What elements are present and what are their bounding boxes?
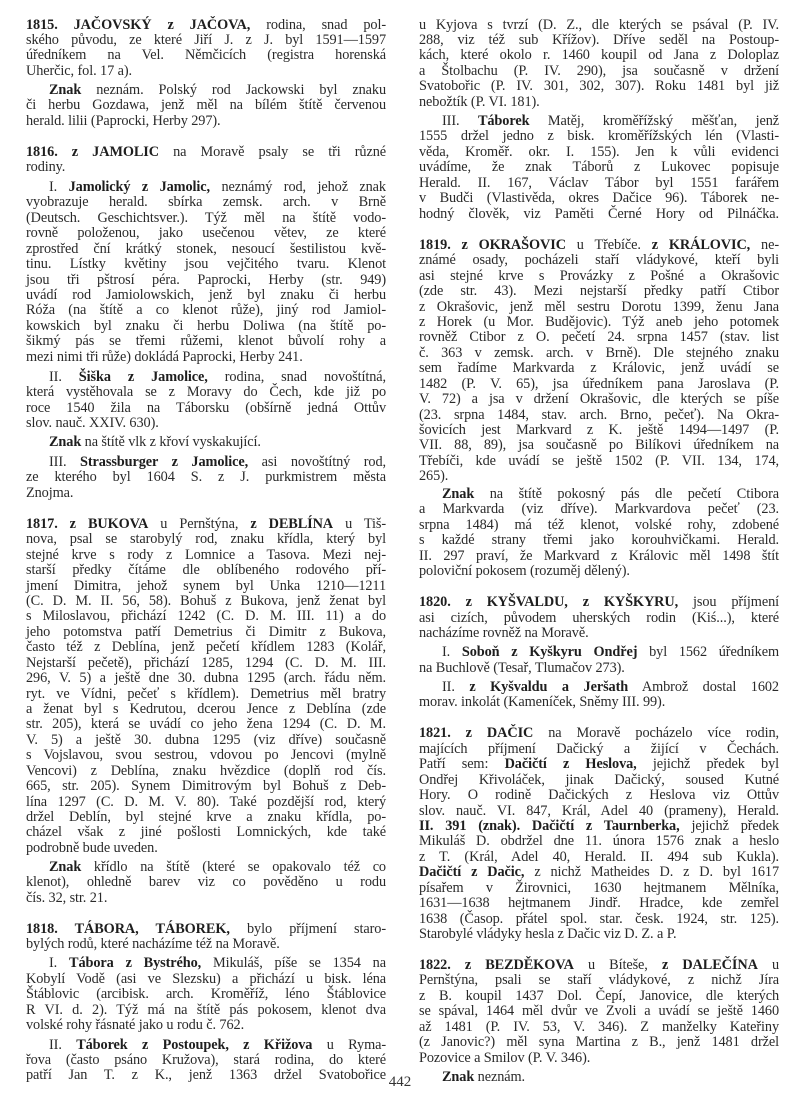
text-line xyxy=(419,661,779,676)
body-text: (zde str. 43). Mezi nejstarší předky patří Ctibor xyxy=(419,283,779,299)
bold-heading-text: Znak xyxy=(49,82,82,98)
text-line xyxy=(26,1018,386,1033)
bold-heading-text: Šiška z Jamolice, xyxy=(78,369,208,385)
body-text: Kobylí Vodě (asi ve Slezsku) a přichází u bisk. léna xyxy=(26,971,386,987)
body-text: čís. 32, str. 21. xyxy=(26,890,108,906)
body-text: neznámý rod, jehož znak xyxy=(210,179,386,195)
text-line xyxy=(26,98,386,113)
body-text: patří Jan T. z K., jenž 1363 držel Svatobořice xyxy=(26,1067,386,1083)
text-line xyxy=(26,486,386,501)
text-line xyxy=(419,850,779,865)
text-line xyxy=(49,435,386,450)
body-text: u Ryma- xyxy=(312,1037,386,1053)
text-line xyxy=(419,160,779,175)
body-text: kowskich byl znaku či herbu Doliwa (na štítě po- xyxy=(26,318,386,334)
text-line xyxy=(419,48,779,63)
text-line xyxy=(419,191,779,206)
body-text: asi cizích, původem uherských rodin (Kiś...), které xyxy=(419,610,779,626)
text-line xyxy=(26,825,386,840)
body-text: Svatobořic (P. IV. 301, 302, 307). Roku 1481 byl již xyxy=(419,78,779,94)
body-text: až 1481 (P. IV. 53, V. 346). Z manželky Kateřiny xyxy=(419,1019,779,1035)
text-line xyxy=(26,1003,386,1018)
text-line xyxy=(419,18,779,33)
text-line xyxy=(419,1020,779,1035)
text-line xyxy=(419,773,779,788)
text-line xyxy=(26,764,386,779)
body-text: Třebíči, kde uvádí se ještě 1502 (P. VII. 134, 174, xyxy=(419,453,779,469)
body-text: u Pernštýna, xyxy=(148,516,251,532)
body-text: II. 297 praví, že Markvard z Královic měl 1498 štít xyxy=(419,548,779,564)
text-line xyxy=(419,315,779,330)
text-line xyxy=(419,346,779,361)
body-text: Patří sem: xyxy=(419,756,505,772)
text-line xyxy=(26,160,386,175)
body-text: šovicích jest Markvard z K. ještě 1494—1497 (P. xyxy=(419,422,779,438)
text-line xyxy=(419,408,779,423)
text-line xyxy=(26,702,386,717)
body-text: šikmý pás se třemi růžemi, klenot bůvolí rohy a xyxy=(26,333,386,349)
body-text: podrobně bude uveden. xyxy=(26,840,158,856)
text-line xyxy=(419,564,779,579)
body-text: zprostřed ční krátký stonek, nesoucí šestilistou kvě- xyxy=(26,241,386,257)
text-line xyxy=(26,563,386,578)
text-line xyxy=(26,779,386,794)
text-line xyxy=(26,891,386,906)
body-text: u Třebíče. xyxy=(565,237,652,253)
body-text: morav. inkolát (Kameníček, Sněmy III. 99). xyxy=(419,694,666,710)
bold-heading-text: z KRÁLOVIC, xyxy=(651,237,751,253)
text-line xyxy=(26,226,386,241)
bold-heading-text: Strassburger z Jamolice, xyxy=(80,454,249,470)
text-line xyxy=(26,717,386,732)
text-line xyxy=(419,1035,779,1050)
text-line xyxy=(419,361,779,376)
body-text: sem řadíme Markvarda z Královic, jenž uvádí se xyxy=(419,360,779,376)
text-line xyxy=(419,253,779,268)
body-text: 296, V. 5) a ještě dne 30. dubna 1295 (arch. řádu něm. xyxy=(26,670,386,686)
text-line xyxy=(26,795,386,810)
text-line xyxy=(26,385,386,400)
body-text: mezi nimi tři růže) dokládá Paprocki, Herby 241. xyxy=(26,349,303,365)
text-line xyxy=(26,195,386,210)
body-text: jejichž předek byl xyxy=(636,756,779,772)
body-text: Uherčic, fol. 17 a). xyxy=(26,63,132,79)
body-text: Ambrož dostal 1602 xyxy=(628,679,779,695)
bold-heading-text: z DALEČÍNA xyxy=(661,957,758,973)
text-line xyxy=(419,742,779,757)
text-line xyxy=(26,625,386,640)
body-text: na štítě pokosný pás dle pečetí Ctibora xyxy=(474,486,779,502)
text-line xyxy=(49,956,386,971)
body-text: či herbu Gozdawa, jenž měl na bílém štítě červenou xyxy=(26,97,386,113)
text-line xyxy=(419,626,779,641)
text-line xyxy=(26,18,386,33)
text-line xyxy=(419,377,779,392)
body-text: lína 1297 (C. D. M. V. 80). Také pozdější rod, který xyxy=(26,794,386,810)
text-line xyxy=(419,95,779,110)
text-line xyxy=(26,416,386,431)
bold-heading-text: 1816. z JAMOLIC xyxy=(26,144,159,160)
text-line xyxy=(26,987,386,1002)
text-line xyxy=(419,865,779,880)
bold-heading-text: 1815. JAČOVSKÝ z JAČOVA, xyxy=(26,17,251,33)
text-line xyxy=(26,640,386,655)
body-text: Róža (na štítě a co klenot růže), jiný rod Jamiol- xyxy=(26,302,386,318)
bold-heading-text: z Kyšvaldu a Jeršath xyxy=(469,679,629,695)
body-text: rodina, snad pol- xyxy=(250,17,386,33)
text-line xyxy=(49,455,386,470)
text-line xyxy=(26,810,386,825)
body-text: u Bíteše, xyxy=(573,957,662,973)
text-line xyxy=(419,927,779,942)
bold-heading-text: 1822. z BEZDĚKOVA xyxy=(419,957,574,973)
text-line xyxy=(442,114,779,129)
body-text: 1482 (P. V. 65), jsa úředníkem pana Jaroslava (P. xyxy=(419,376,779,392)
body-text: jsou tři pštrosí péra. Paprocki, Herby (str. 949) xyxy=(26,272,386,288)
text-line xyxy=(49,370,386,385)
body-text: ze kterého byl 1604 S. z J. purkmistrem města xyxy=(26,469,386,485)
body-text: a ženat byl s Kedrutou, dcerou Jence z Deblína (zde xyxy=(26,701,386,717)
body-text: II. xyxy=(49,369,79,385)
page-number: 442 xyxy=(388,1074,412,1090)
body-text: Starobylé vládyky hesla z Dačic viz D. Z. a P. xyxy=(419,926,677,942)
bold-heading-text: Táborek xyxy=(477,113,530,129)
body-text: 1638 (Časop. přátel spol. star. česk. 1924, str. 125). xyxy=(419,911,779,927)
body-text: s Miloslavou, přichází 1242 (C. D. M. III. 11) a do xyxy=(26,608,386,624)
body-text: řova (často psáno Kružova), stará rodina, do které xyxy=(26,1052,386,1068)
body-text: známé osady, pocházeli staří vládykové, kteří byli xyxy=(419,252,779,268)
text-line xyxy=(419,284,779,299)
body-text: č. 363 v zemsk. arch. v Brně). Dle stejného znaku xyxy=(419,345,779,361)
body-text: Mikuláš D. obdržel dne 11. února 1576 znak a heslo xyxy=(419,833,779,849)
body-text: srpna 1484) má též klenot, volské rohy, zdobené xyxy=(419,517,779,533)
body-text: uvádí rod Jamiolowskich, jenž byl znaku či herbu xyxy=(26,287,386,303)
body-text: často též z Deblína, jenž pečetí křídlem 1283 (Kolář, xyxy=(26,639,386,655)
text-line xyxy=(419,1004,779,1019)
text-line xyxy=(419,300,779,315)
body-text: na Moravě psaly se tři různé xyxy=(159,144,386,160)
text-line xyxy=(419,989,779,1004)
text-line xyxy=(26,470,386,485)
body-text: cházel však z jiné pošlosti Lomnických, kde také xyxy=(26,824,386,840)
text-line xyxy=(419,834,779,849)
bold-heading-text: 1819. z OKRAŠOVIC xyxy=(419,237,566,253)
body-text: ského původu, ze které Jiří J. z J. byl 1591—1597 xyxy=(26,32,386,48)
body-text: (z Janovic?) měl syna Martina z B., jenž 1481 držel xyxy=(419,1034,779,1050)
text-line xyxy=(419,595,779,610)
text-line xyxy=(26,64,386,79)
body-text: roce 1540 žila na Táborsku (obšírně jedná Ottův xyxy=(26,400,386,416)
body-text: z Horek (u Mor. Budějovic). Týž aneb jeho potomek xyxy=(419,314,779,330)
body-text: I. xyxy=(49,179,69,195)
text-line xyxy=(26,33,386,48)
bold-heading-text: 1821. z DAČIC xyxy=(419,725,534,741)
bold-heading-text: Dačičtí z Dačic, xyxy=(419,864,525,880)
body-text: slov. nauč. XXIV. 630). xyxy=(26,415,159,431)
body-text: jmení Dimitra, jehož synem byl Unka 1210—1211 xyxy=(26,578,386,594)
text-line xyxy=(419,330,779,345)
body-text: nova, psal se starobylý rod, znaku křídla, který byl xyxy=(26,531,386,547)
body-text: nebožtík (P. VI. 181). xyxy=(419,94,540,110)
body-text: rovně položenou, jako usečenou větev, ze které xyxy=(26,225,386,241)
text-line xyxy=(26,579,386,594)
text-line xyxy=(419,518,779,533)
text-line xyxy=(419,788,779,803)
body-text: (Deutsch. Geschichtsver.). Týž měl na štítě vodo- xyxy=(26,210,386,226)
text-line xyxy=(26,748,386,763)
text-line xyxy=(26,48,386,63)
text-line xyxy=(442,487,779,502)
text-line xyxy=(26,875,386,890)
body-text: uvádíme, že znak Táborů z Lukovec popisuje xyxy=(419,159,779,175)
text-line xyxy=(419,958,779,973)
text-line xyxy=(26,145,386,160)
text-line xyxy=(419,819,779,834)
text-line xyxy=(26,532,386,547)
text-line xyxy=(26,656,386,671)
body-text: 1631—1638 hejtmanem Jindř. Hradce, kde zemřel xyxy=(419,895,779,911)
body-text: 288, viz též sub Křížov). Dříve seděl na Postoup- xyxy=(419,32,779,48)
body-text: poloviční pokosem (rozuměj dělený). xyxy=(419,563,630,579)
bold-heading-text: II. 391 (znak). xyxy=(419,818,532,834)
text-line xyxy=(49,860,386,875)
body-text: II. xyxy=(49,1037,77,1053)
bold-heading-text: Znak xyxy=(49,859,82,875)
text-line xyxy=(49,180,386,195)
text-line xyxy=(419,611,779,626)
text-line xyxy=(26,211,386,226)
body-text: ryt. ve Vídni, pečeť s křídlem). Demetrius měl bratry xyxy=(26,686,386,702)
text-line xyxy=(26,350,386,365)
body-text: Ondřej Křivoláček, jinak Dačický, soused Kutné xyxy=(419,772,779,788)
text-line xyxy=(26,257,386,272)
body-text: III. xyxy=(49,454,81,470)
text-line xyxy=(26,401,386,416)
body-text: V. 72) a jsa v držení Okrašovic, dle kterých se píše xyxy=(419,391,779,407)
text-line xyxy=(419,176,779,191)
text-line xyxy=(419,912,779,927)
body-text: kách, které okolo r. 1460 koupil od Jana z Doloplaz xyxy=(419,47,779,63)
text-line xyxy=(419,695,779,710)
bold-heading-text: Soboň z Kyškyru Ondřej xyxy=(461,644,638,660)
bold-heading-text: 1820. z KYŠVALDU, z KYŠKYRU, xyxy=(419,594,679,610)
body-text: 665, str. 205). Synem Dimitrovým byl Bohuš z Deb- xyxy=(26,778,386,794)
body-text: nacházíme rovněž na Moravě. xyxy=(419,625,589,641)
bold-heading-text: Táborek z Postoupek, z Křižova xyxy=(76,1037,313,1053)
bold-heading-text: Dačičtí z Taurnberka, xyxy=(531,818,680,834)
body-text: v Budči (Vlastivěda, okres Dačice 96). Táborek ne- xyxy=(419,190,779,206)
text-line xyxy=(26,733,386,748)
text-line xyxy=(419,129,779,144)
text-line xyxy=(419,469,779,484)
body-text: s každé strany třemi jako korouhvičkami. Herald. xyxy=(419,532,779,548)
body-text: a Štolbachu (P. IV. 290), jsa současně v držení xyxy=(419,63,779,79)
body-text: písařem v Žirovnici, 1630 hejtmanem Mělníka, xyxy=(419,880,779,896)
text-line xyxy=(419,973,779,988)
body-text: u Kyjova s tvrzí (D. Z., dle kterých se psával (P. IV. xyxy=(419,17,779,33)
body-text: neznám. xyxy=(474,1069,525,1085)
body-text: z nichž Matheides D. z D. byl 1617 xyxy=(524,864,779,880)
body-text: Znojma. xyxy=(26,485,74,501)
body-text: 265). xyxy=(419,468,449,484)
body-text: vyobrazuje herald. sbírka zemsk. arch. v Brně xyxy=(26,194,386,210)
text-line xyxy=(26,609,386,624)
text-line xyxy=(26,548,386,563)
body-text: Hory. O rodině Dačických z Heslova viz Ottův xyxy=(419,787,779,803)
body-text: slov. nauč. VI. 847, Král, Adel 40 (prameny), Herald. xyxy=(419,803,779,819)
body-text: rodina, snad novoštítná, xyxy=(207,369,386,385)
text-line xyxy=(419,549,779,564)
text-line xyxy=(26,1053,386,1068)
body-text: herald. lilii (Paprocki, Herby 297). xyxy=(26,113,221,129)
body-text: se spával, 1464 měl dvůr ve Zvoli a uvádí se ještě 1460 xyxy=(419,1003,779,1019)
text-line xyxy=(49,1038,386,1053)
body-text: 1555 držel jedno z bisk. kroměřížských lén (Vlasti- xyxy=(419,128,779,144)
body-text: tinu. Lístky květiny jsou vejčitého tvaru. Klenot xyxy=(26,256,386,272)
body-text: která vystěhovala se z Moravy do Čech, kde již po xyxy=(26,384,386,400)
text-line xyxy=(26,687,386,702)
text-line xyxy=(26,319,386,334)
text-line xyxy=(26,671,386,686)
body-text: bylo příjmení staro- xyxy=(229,921,386,937)
bold-heading-text: Dačičtí z Heslova, xyxy=(504,756,637,772)
body-text: asi novoštítný rod, xyxy=(248,454,386,470)
body-text: věda, Kroměř. okr. I. 155). Jen k vůli evidenci xyxy=(419,144,779,160)
body-text: I. xyxy=(49,955,70,971)
text-line xyxy=(49,83,386,98)
body-text: hodný člověk, viz Paměti Černé Hory od Pilnáčka. xyxy=(419,206,779,222)
body-text: a Markvarda (viz dříve). Markvardova pečeť (23. xyxy=(419,501,779,517)
text-line xyxy=(419,881,779,896)
text-line xyxy=(26,594,386,609)
body-text: majících příjmení Dačický a žijící v Čechách. xyxy=(419,741,779,757)
text-line xyxy=(419,79,779,94)
body-text: úředníkem na Vel. Němčicích (registra horenská xyxy=(26,47,386,63)
text-line xyxy=(26,334,386,349)
body-text: Herald. II. 167, Václav Tábor byl 1551 farářem xyxy=(419,175,779,191)
bold-heading-text: Znak xyxy=(442,486,475,502)
body-text: Matěj, kroměřížský měšťan, jenž xyxy=(529,113,779,129)
body-text: asi stejné krve s Provázky z Pošné a Okrašovic xyxy=(419,268,779,284)
body-text: ne- xyxy=(750,237,779,253)
body-text: (C. D. M. II. 56, 58). Bohuš z Bukova, jenž ženat byl xyxy=(26,593,386,609)
body-text: I. xyxy=(442,644,462,660)
text-line xyxy=(419,804,779,819)
text-line xyxy=(442,680,779,695)
body-text: volské rohy řásnaté jako u rodu č. 762. xyxy=(26,1017,245,1033)
body-text: neznám. Polský rod Jackowski byl znaku xyxy=(81,82,386,98)
text-line xyxy=(419,726,779,741)
body-text: stejné krve s rody z Lomnice a Tasova. Mezi nej- xyxy=(26,547,386,563)
text-line xyxy=(26,303,386,318)
text-line xyxy=(26,114,386,129)
text-line xyxy=(419,896,779,911)
body-text: u Tiš- xyxy=(333,516,386,532)
body-text: Pernštýna, psali se staří vládykové, z nichž Jíra xyxy=(419,972,779,988)
text-line xyxy=(26,972,386,987)
text-line xyxy=(26,922,386,937)
body-text: Vencovi) z Deblína, znaku hvězdice (doplň rod čís. xyxy=(26,763,386,779)
body-text: rovněž Ctibor z O. pečetí 24. srpna 1457 (stav. list xyxy=(419,329,779,345)
text-line xyxy=(419,438,779,453)
body-text: V. 5) a ještě 30. dubna 1295 (viz dříve) současně xyxy=(26,732,386,748)
bold-heading-text: Znak xyxy=(49,434,82,450)
body-text: na Buchlově (Tesař, Tlumačov 273). xyxy=(419,660,625,676)
text-line xyxy=(419,207,779,222)
body-text: byl 1562 úředníkem xyxy=(637,644,779,660)
body-text: Nejstarší pečetě), přichází 1285, 1294 (C. D. M. III. xyxy=(26,655,386,671)
body-text: starší předky čítáme dle oblíbeného rodového pří- xyxy=(26,562,386,578)
body-text: jejichž předek xyxy=(679,818,779,834)
body-text: str. 205), která se uvádí co jeho žena 1294 (C. D. M. xyxy=(26,716,386,732)
body-text: na štítě vlk z křoví vyskakující. xyxy=(81,434,261,450)
body-text: Mikuláš, píše se 1354 na xyxy=(201,955,386,971)
bold-heading-text: Jamolický z Jamolic, xyxy=(68,179,210,195)
text-line xyxy=(419,502,779,517)
text-line xyxy=(26,273,386,288)
text-line xyxy=(26,937,386,952)
text-line xyxy=(419,454,779,469)
text-line xyxy=(419,238,779,253)
text-line xyxy=(419,533,779,548)
body-text: II. xyxy=(442,679,470,695)
bold-heading-text: Tábora z Bystrého, xyxy=(69,955,202,971)
text-line xyxy=(442,645,779,660)
text-line xyxy=(26,288,386,303)
bold-heading-text: 1817. z BUKOVA xyxy=(26,516,149,532)
text-line xyxy=(419,757,779,772)
body-text: (23. srpna 1484, stav. arch. Brno, pečeť). Na Okra- xyxy=(419,407,779,423)
text-line xyxy=(419,392,779,407)
body-text: na Moravě pocházelo více rodin, xyxy=(533,725,779,741)
body-text: u xyxy=(757,957,779,973)
body-text: klenot), ohledně barev viz co pověděno u rodu xyxy=(26,874,386,890)
body-text: křídlo na štítě (které se opakovalo též co xyxy=(81,859,386,875)
body-text: rodiny. xyxy=(26,159,66,175)
body-text: z B. koupil 1437 Dol. Čepí, Janovice, dle kterých xyxy=(419,988,779,1004)
text-line xyxy=(26,517,386,532)
text-line xyxy=(26,841,386,856)
text-line xyxy=(419,145,779,160)
body-text: jsou příjmení xyxy=(678,594,779,610)
text-line xyxy=(419,33,779,48)
body-text: Štáblovic (arcibisk. arch. Kroměříž, léno Štáblovice xyxy=(26,986,386,1002)
text-line xyxy=(419,423,779,438)
body-text: VII. 88, 89), jsa současně po Bilíkovi úředníkem na xyxy=(419,437,779,453)
text-line xyxy=(26,242,386,257)
text-line xyxy=(419,269,779,284)
body-text: z Okrašovic, jenž měl sestru Dorotu 1399, ženu Jana xyxy=(419,299,779,315)
body-text: bylých rodů, které nacházíme též na Moravě. xyxy=(26,936,280,952)
body-text: R VI. d. 2). Týž má na štítě pás pokosem, klenot dva xyxy=(26,1002,386,1018)
body-text: držel Deblín, byl stejné krve a znaku křídla, po- xyxy=(26,809,386,825)
body-text: Pozovice a Smilov (P. V. 346). xyxy=(419,1050,591,1066)
body-text: jeho potomstva patří Demetrius či Dimitr z Bukova, xyxy=(26,624,386,640)
bold-heading-text: z DEBLÍNA xyxy=(250,516,334,532)
bold-heading-text: 1818. TÁBORA, TÁBOREK, xyxy=(26,921,230,937)
text-line xyxy=(419,64,779,79)
bold-heading-text: Znak xyxy=(442,1069,475,1085)
body-text: s Vojslavou, svou sestrou, vdovou po Jencovi (mylně xyxy=(26,747,386,763)
body-text: z T. (Král, Adel 40, Herald. II. 494 sub Kukla). xyxy=(419,849,779,865)
body-text: III. xyxy=(442,113,478,129)
text-line xyxy=(419,1051,779,1066)
